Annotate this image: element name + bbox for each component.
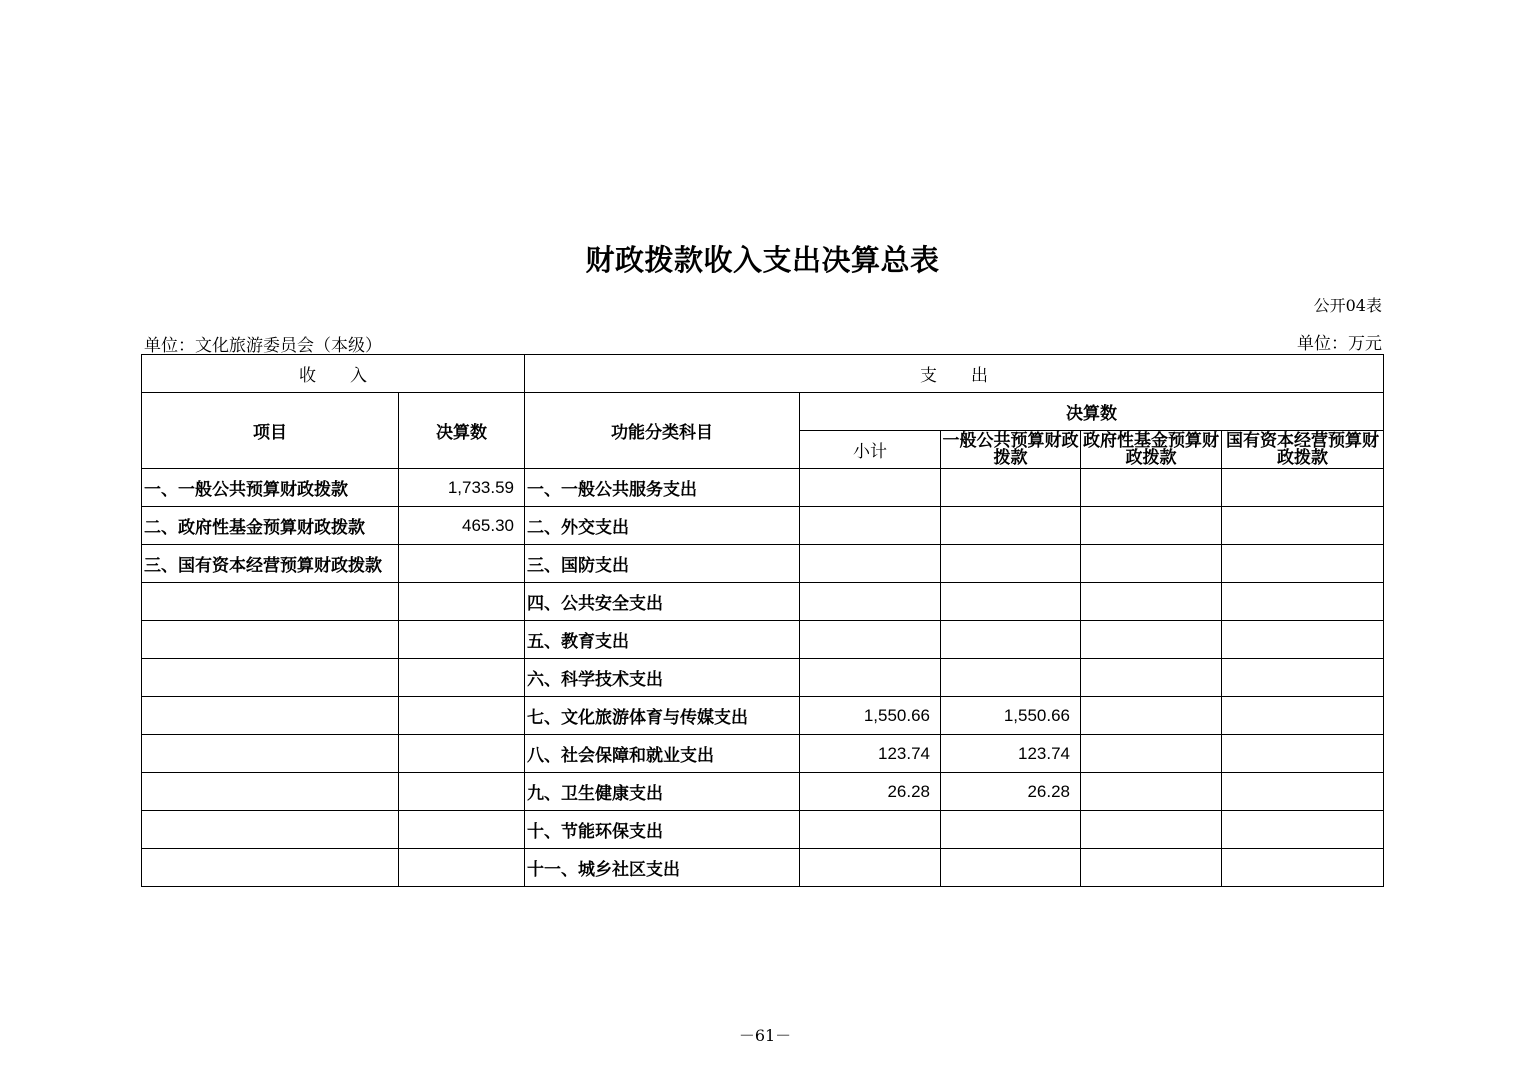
general-budget-cell: [941, 545, 1081, 583]
gov-fund-cell: [1081, 621, 1222, 659]
subtotal-cell: [800, 469, 941, 507]
general-budget-cell: [941, 507, 1081, 545]
subtotal-cell: [800, 811, 941, 849]
expense-item-cell: 一、一般公共服务支出: [525, 469, 800, 507]
gov-fund-cell: [1081, 773, 1222, 811]
expense-item-cell: 五、教育支出: [525, 621, 800, 659]
state-capital-cell: [1222, 735, 1384, 773]
expense-item-cell: 十一、城乡社区支出: [525, 849, 800, 887]
general-budget-cell: 1,550.66: [941, 697, 1081, 735]
income-amount-cell: [399, 773, 525, 811]
general-budget-cell: [941, 583, 1081, 621]
expense-section-header: 支 出: [525, 355, 1384, 393]
income-amount-cell: [399, 735, 525, 773]
form-number: 公开04表: [1313, 296, 1382, 315]
income-item-cell: 一、一般公共预算财政拨款: [142, 469, 399, 507]
general-budget-cell: [941, 621, 1081, 659]
income-amount-cell: 465.30: [399, 507, 525, 545]
gov-fund-cell: [1081, 545, 1222, 583]
subtotal-cell: 123.74: [800, 735, 941, 773]
subtotal-cell: [800, 545, 941, 583]
income-item-cell: 二、政府性基金预算财政拨款: [142, 507, 399, 545]
page-title: 财政拨款收入支出决算总表: [585, 243, 940, 277]
income-item-header: 项目: [142, 393, 399, 469]
income-amount-cell: [399, 545, 525, 583]
income-amount-header: 决算数: [399, 393, 525, 469]
income-item-cell: [142, 583, 399, 621]
unit-currency: 单位：万元: [1297, 334, 1382, 354]
income-amount-cell: [399, 811, 525, 849]
state-capital-cell: [1222, 697, 1384, 735]
unit-organization: 单位：文化旅游委员会（本级）: [144, 336, 382, 356]
expense-item-cell: 十、节能环保支出: [525, 811, 800, 849]
table-row: [142, 697, 1384, 735]
general-budget-cell: 26.28: [941, 773, 1081, 811]
state-capital-cell: [1222, 583, 1384, 621]
subtotal-cell: [800, 507, 941, 545]
table-row: [142, 811, 1384, 849]
subtotal-cell: 1,550.66: [800, 697, 941, 735]
expense-item-cell: 六、科学技术支出: [525, 659, 800, 697]
expense-item-cell: 九、卫生健康支出: [525, 773, 800, 811]
subtotal-cell: 26.28: [800, 773, 941, 811]
gov-fund-cell: [1081, 697, 1222, 735]
expense-item-cell: 三、国防支出: [525, 545, 800, 583]
gov-fund-cell: [1081, 735, 1222, 773]
state-capital-cell: [1222, 545, 1384, 583]
state-capital-cell: [1222, 507, 1384, 545]
general-budget-cell: [941, 849, 1081, 887]
general-budget-cell: 123.74: [941, 735, 1081, 773]
state-capital-cell: [1222, 621, 1384, 659]
expense-item-cell: 八、社会保障和就业支出: [525, 735, 800, 773]
expense-item-cell: 七、文化旅游体育与传媒支出: [525, 697, 800, 735]
gov-fund-header: 政府性基金预算财政拨款: [1081, 431, 1222, 469]
table-row: [142, 621, 1384, 659]
income-item-cell: [142, 849, 399, 887]
gov-fund-cell: [1081, 659, 1222, 697]
gov-fund-cell: [1081, 469, 1222, 507]
state-capital-cell: [1222, 811, 1384, 849]
income-amount-cell: [399, 583, 525, 621]
table-row: [142, 469, 1384, 507]
state-capital-cell: [1222, 469, 1384, 507]
gov-fund-cell: [1081, 811, 1222, 849]
subtotal-cell: [800, 621, 941, 659]
income-item-cell: [142, 697, 399, 735]
income-item-cell: [142, 811, 399, 849]
general-budget-cell: [941, 659, 1081, 697]
state-capital-cell: [1222, 659, 1384, 697]
budget-summary-table: [141, 354, 1384, 887]
income-item-cell: [142, 659, 399, 697]
expense-item-cell: 四、公共安全支出: [525, 583, 800, 621]
table-row: [142, 735, 1384, 773]
func-category-header: 功能分类科目: [525, 393, 800, 469]
gov-fund-cell: [1081, 507, 1222, 545]
table-row: [142, 545, 1384, 583]
page-number: －61－: [738, 1026, 792, 1045]
income-item-cell: [142, 735, 399, 773]
subtotal-cell: [800, 849, 941, 887]
general-budget-header: 一般公共预算财政拨款: [942, 430, 1079, 468]
table-row: [142, 773, 1384, 811]
income-section-header: 收 入: [142, 355, 525, 393]
table-row: [142, 507, 1384, 545]
income-amount-cell: [399, 697, 525, 735]
income-item-cell: 三、国有资本经营预算财政拨款: [142, 545, 399, 583]
income-amount-cell: [399, 621, 525, 659]
gov-fund-cell: [1081, 849, 1222, 887]
income-amount-cell: [399, 849, 525, 887]
table-row: [142, 849, 1384, 887]
income-amount-cell: 1,733.59: [399, 469, 525, 507]
state-capital-cell: [1222, 773, 1384, 811]
state-capital-cell: [1222, 849, 1384, 887]
subtotal-header: 小计: [800, 431, 941, 469]
subtotal-cell: [800, 659, 941, 697]
general-budget-cell: [941, 811, 1081, 849]
table-row: [142, 583, 1384, 621]
state-capital-header: 国有资本经营预算财政拨款: [1222, 431, 1384, 469]
final-amount-header: 决算数: [800, 393, 1384, 431]
table-row: [142, 659, 1384, 697]
expense-item-cell: 二、外交支出: [525, 507, 800, 545]
general-budget-cell: [941, 469, 1081, 507]
income-amount-cell: [399, 659, 525, 697]
gov-fund-cell: [1081, 583, 1222, 621]
income-item-cell: [142, 773, 399, 811]
subtotal-cell: [800, 583, 941, 621]
income-item-cell: [142, 621, 399, 659]
